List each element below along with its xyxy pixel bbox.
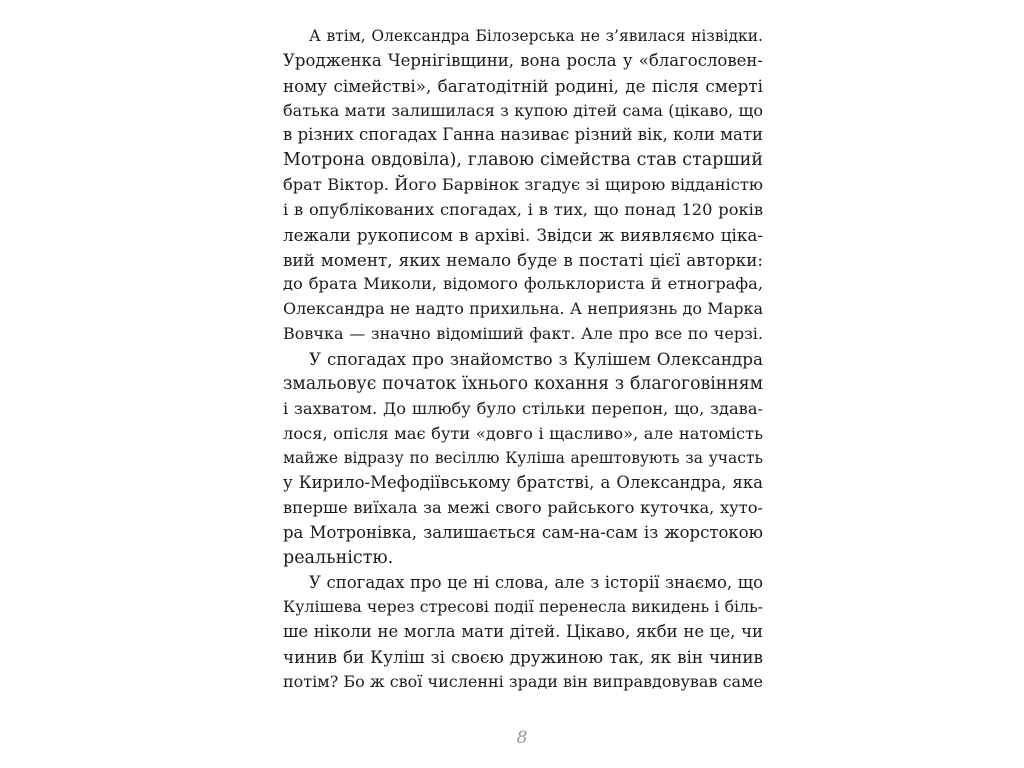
text-line: ра Мотронівка, залишається сам-на-сам із жорстокою bbox=[283, 522, 763, 542]
text-line: реальністю. bbox=[283, 547, 394, 568]
body-text bbox=[283, 24, 763, 695]
text-line: батька мати залишилася з купою дітей сама (цікаво, що bbox=[283, 100, 763, 120]
text-line: Вовчка — значно відоміший факт. Але про все по черзі. bbox=[283, 324, 763, 344]
text-line: У спогадах про знайомство з Кулішем Олександра bbox=[309, 348, 763, 369]
text-line: ному сімействі», багатодітній родині, де після смерті bbox=[283, 75, 763, 96]
text-line: лежали рукописом в архіві. Звідси ж виявляємо ціка- bbox=[283, 224, 763, 245]
text-line: ше ніколи не могла мати дітей. Цікаво, якби не це, чи bbox=[283, 622, 763, 642]
text-line: до брата Миколи, відомого фольклориста й етнографа, bbox=[283, 274, 763, 294]
text-line: вперше виїхала за межі свого райського куточка, хуто- bbox=[283, 498, 763, 518]
page-number: 8 bbox=[516, 728, 528, 748]
text-line: Кулішева через стресові події перенесла викидень і біль- bbox=[283, 597, 763, 617]
text-line: лося, опісля має бути «довго і щасливо», але натомість bbox=[283, 423, 763, 443]
text-line: Мотрона овдовіла), главою сімейства став старший bbox=[283, 150, 763, 171]
text-line: Уродженка Чернігівщини, вона росла у «благословен- bbox=[283, 50, 763, 70]
text-line: і в опублікованих спогадах, і в тих, що понад 120 років bbox=[283, 199, 763, 219]
text-line: брат Віктор. Його Барвінок згадує зі щирою відданістю bbox=[283, 175, 763, 195]
text-line: чинив би Куліш зі своєю дружиною так, як він чинив bbox=[283, 647, 763, 668]
text-line: потім? Бо ж свої численні зради він виправдовував саме bbox=[283, 671, 763, 691]
text-line: А втім, Олександра Білозерська не з’явилася нізвідки. bbox=[309, 27, 763, 45]
text-line: майже відразу по весіллю Куліша арештовують за участь bbox=[283, 449, 763, 468]
text-line: вий момент, яких немало буде в постаті цієї авторки: bbox=[283, 249, 763, 270]
text-line: змальовує початок їхнього кохання з благоговінням bbox=[283, 373, 763, 394]
text-line: Олександра не надто прихильна. А неприязнь до Марка bbox=[283, 299, 763, 319]
text-line: в різних спогадах Ганна називає різний вік, коли мати bbox=[283, 125, 763, 145]
text-line: у Кирило-Мефодіївському братстві, а Олександра, яка bbox=[283, 473, 763, 493]
text-line: У спогадах про це ні слова, але з історії знаємо, що bbox=[309, 572, 763, 592]
text-line: і захватом. До шлюбу було стільки перепон, що, здава- bbox=[283, 398, 763, 418]
